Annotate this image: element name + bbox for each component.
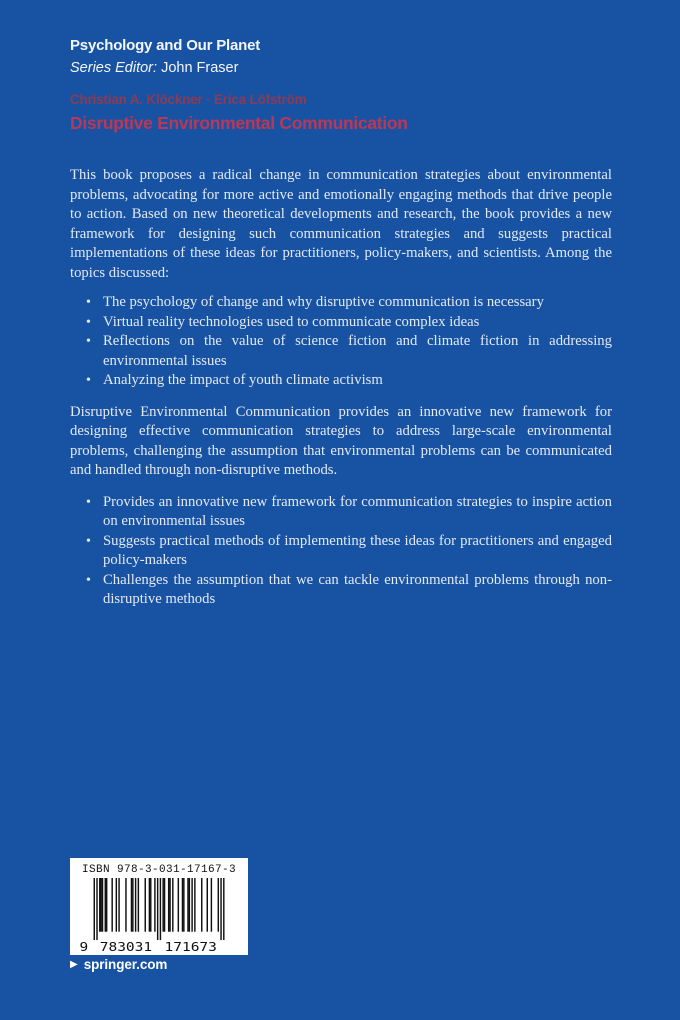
- bullet-item: • Analyzing the impact of youth climate activism: [70, 371, 612, 391]
- title-block: [70, 92, 408, 134]
- bullet-item: • Virtual reality technologies used to communicate complex ideas: [70, 313, 612, 333]
- isbn-label: ISBN 978-3-031-17167-3: [81, 864, 237, 876]
- barcode-panel: [70, 858, 248, 955]
- publisher-footer: [70, 957, 167, 972]
- blurb-paragraph-1: This book proposes a radical change in communication strategies about environmental problems, advocating for more active and emotionally engaging methods that drive people to action. Based on new theoretical developments and research, the book provides a new framework for designing such communication strategies and suggests practical implementations of these ideas for practitioners, policy-makers, and scientists. Among the topics discussed:: [70, 167, 612, 281]
- bullet-item: • Provides an innovative new framework for communication strategies to inspire action on environmental issues: [70, 493, 612, 532]
- series-title: Psychology and Our Planet: [70, 37, 261, 54]
- blurb: [70, 166, 612, 610]
- book-title: Disruptive Environmental Communication: [70, 113, 408, 133]
- svg-text:783031: 783031: [99, 939, 153, 952]
- springer-arrow-icon: ▶: [70, 958, 78, 970]
- bullet-item: • The psychology of change and why disruptive communication is necessary: [70, 293, 612, 313]
- authors-line: Christian A. Klöckner · Erica Löfström: [70, 92, 307, 107]
- series-editor-label: Series Editor:: [70, 60, 158, 76]
- bullet-item: • Suggests practical methods of implementing these ideas for practitioners and engaged policy-makers: [70, 532, 612, 571]
- bullet-item: • Reflections on the value of science fiction and climate fiction in addressing environmental issues: [70, 332, 612, 371]
- svg-text:171673: 171673: [164, 939, 217, 952]
- bullet-item: • Challenges the assumption that we can tackle environmental problems through non-disruptive methods: [70, 571, 612, 610]
- series-editor-name: John Fraser: [161, 60, 239, 76]
- ean-barcode-image: [77, 878, 241, 952]
- series-header: [70, 37, 260, 77]
- blurb-paragraph-2: Disruptive Environmental Communication provides an innovative new framework for designing effective communication strategies to address large-scale environmental problems, challenging the assumption that environmental problems can be communicated and handled through non-disruptive methods.: [70, 403, 612, 478]
- topics-list: [70, 293, 612, 391]
- series-editor-line: [70, 60, 260, 77]
- svg-text:9: 9: [79, 939, 89, 952]
- springer-site-label: springer.com: [83, 957, 168, 972]
- highlights-list: [70, 493, 612, 610]
